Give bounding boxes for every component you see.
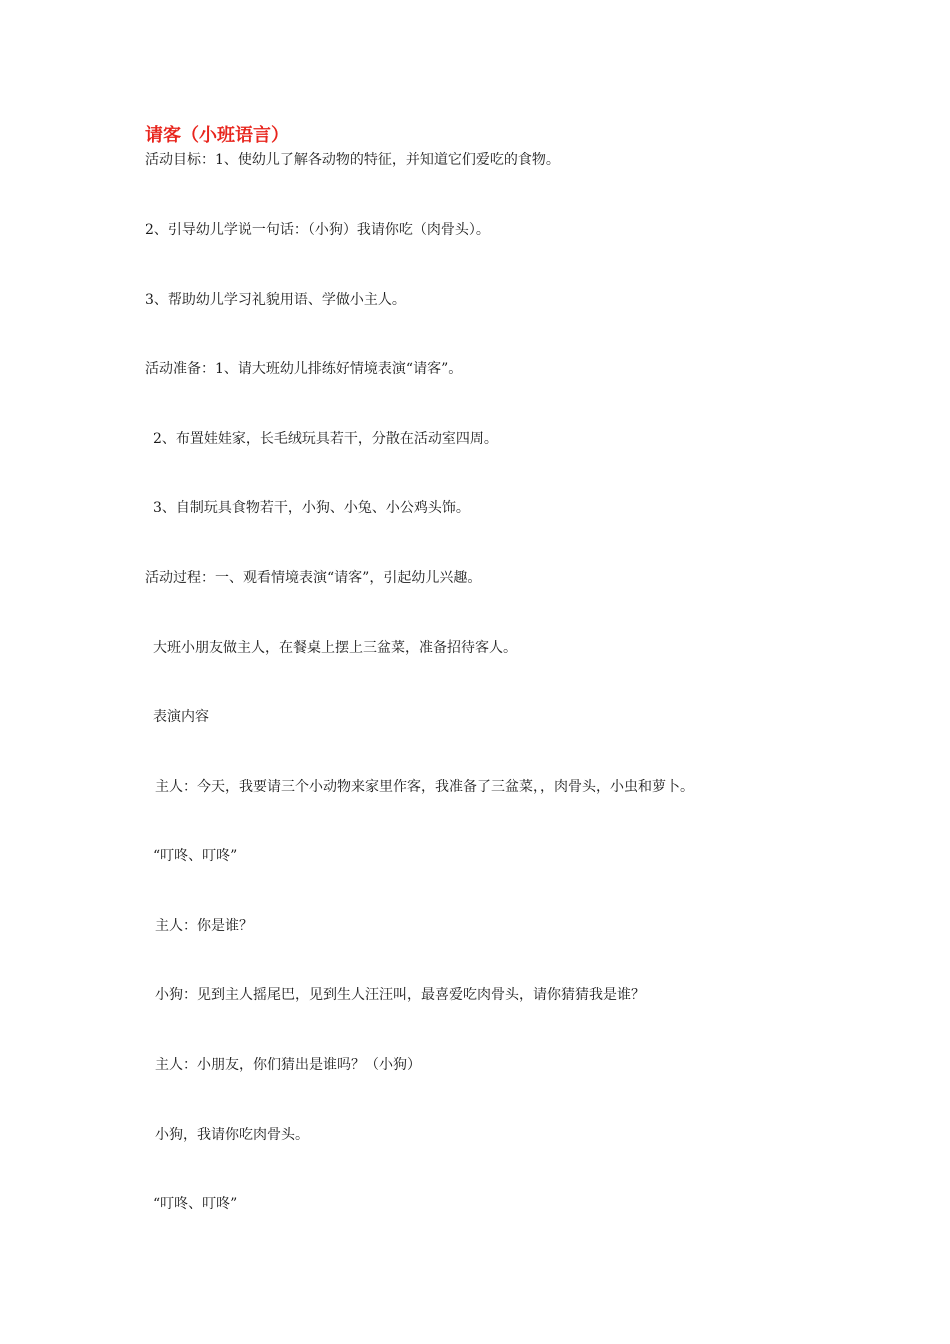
dialogue-line: 小狗，我请你吃肉骨头。 xyxy=(155,1127,309,1143)
preparation-3: 3、自制玩具食物若干，小狗、小兔、小公鸡头饰。 xyxy=(153,500,470,516)
preparation-2: 2、布置娃娃家，长毛绒玩具若干，分散在活动室四周。 xyxy=(153,431,498,447)
objective-1: 活动目标：1、使幼儿了解各动物的特征，并知道它们爱吃的食物。 xyxy=(145,152,560,168)
dialogue-line: 主人：今天，我要请三个小动物来家里作客，我准备了三盆菜，，肉骨头，小虫和萝卜。 xyxy=(155,779,694,795)
dialogue-line: 小狗：见到主人摇尾巴，见到生人汪汪叫，最喜爱吃肉骨头，请你猜猜我是谁？ xyxy=(155,987,645,1003)
objective-2: 2、引导幼儿学说一句话：（小狗）我请你吃（肉骨头）。 xyxy=(145,222,490,238)
performance-heading: 表演内容 xyxy=(153,709,209,725)
dialogue-line: “叮咚、叮咚” xyxy=(153,848,238,864)
process-step-1: 活动过程：一、观看情境表演“请客”，引起幼儿兴趣。 xyxy=(145,570,482,586)
objective-3: 3、帮助幼儿学习礼貌用语、学做小主人。 xyxy=(145,292,406,308)
dialogue-line: “叮咚、叮咚” xyxy=(153,1196,238,1212)
dialogue-line: 主人：小朋友，你们猜出是谁吗？（小狗） xyxy=(155,1057,421,1073)
document-title: 请客（小班语言） xyxy=(145,125,289,146)
dialogue-line: 主人：你是谁？ xyxy=(155,918,253,934)
process-paragraph: 大班小朋友做主人，在餐桌上摆上三盆菜，准备招待客人。 xyxy=(153,640,517,656)
preparation-1: 活动准备：1、请大班幼儿排练好情境表演“请客”。 xyxy=(145,361,463,377)
